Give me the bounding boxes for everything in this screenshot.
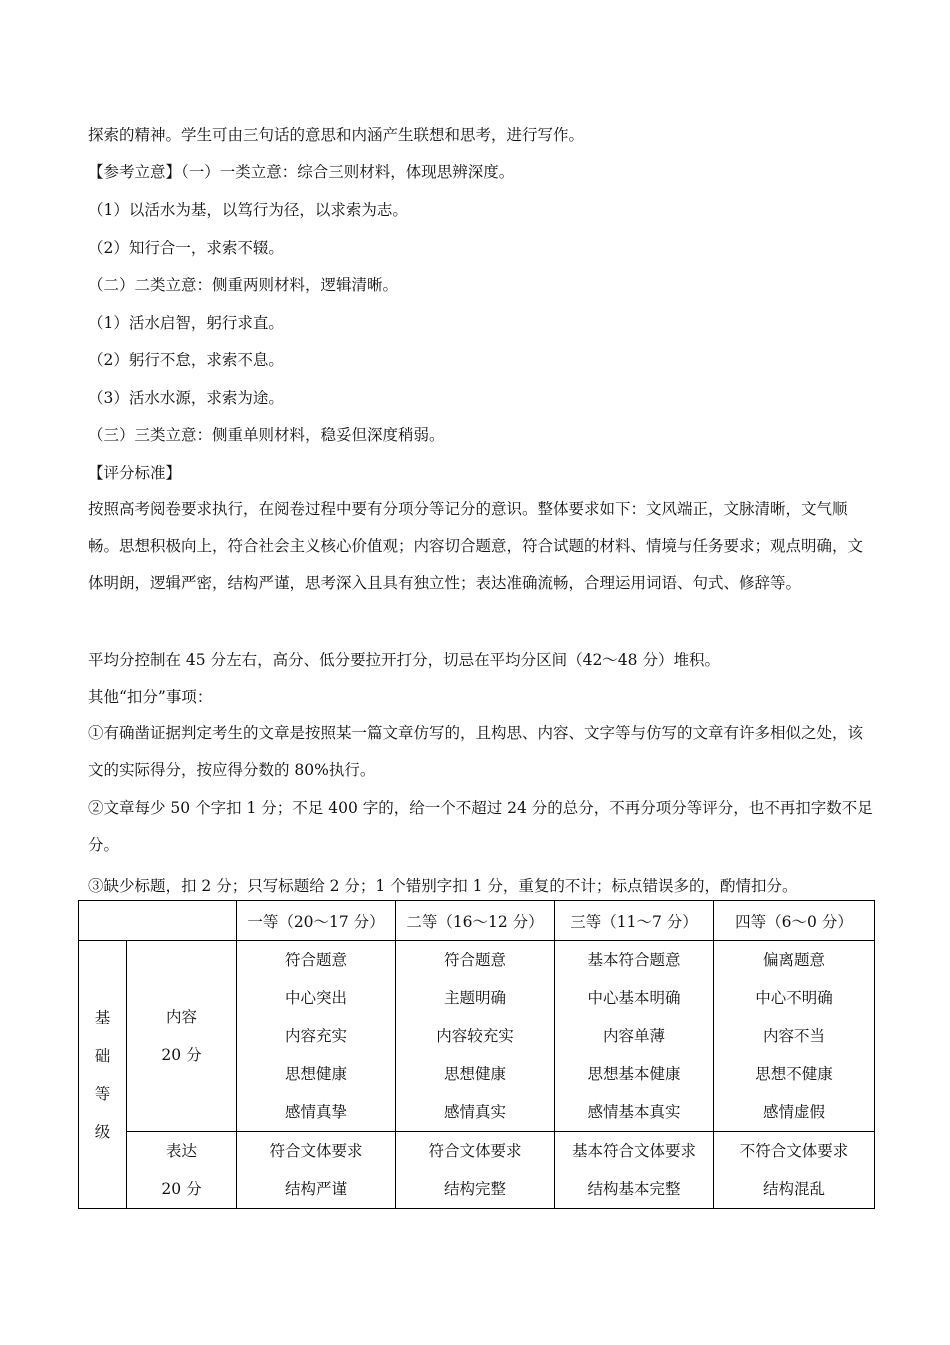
row-label-content (127, 941, 237, 1132)
criterion: 感情真实 (443, 1103, 506, 1121)
paragraph-intro: 探索的精神。学生可由三句话的意思和内涵产生联想和思考，进行写作。 (88, 126, 585, 144)
header-grade-1: 一等（20～17 分） (237, 901, 396, 941)
criterion: 符合文体要求 (428, 1142, 522, 1160)
criterion: 偏离题意 (762, 951, 825, 969)
table-header-row (79, 901, 875, 941)
row-name: 表达 (165, 1142, 197, 1160)
criterion: 内容不当 (762, 1027, 825, 1045)
criterion: 结构严谨 (284, 1180, 347, 1198)
theme-2-heading: （二）二类立意：侧重两则材料，逻辑清晰。 (88, 276, 399, 294)
criterion: 符合题意 (443, 951, 506, 969)
row-score: 20 分 (161, 1046, 202, 1064)
deduction-item-3: ③缺少标题，扣 2 分；只写标题给 2 分；1 个错别字扣 1 分，重复的不计；标点错误多的，酌情扣分。 (88, 877, 798, 895)
category-cell-basic-level (79, 941, 127, 1209)
deduction-item-1: ①有确凿证据判定考生的文章是按照某一篇文章仿写的，且构思、内容、文字等与仿写的文章有许多相似之处，该文的实际得分，按应得分数的 80%执行。 (88, 724, 864, 779)
criterion: 感情虚假 (762, 1103, 825, 1121)
header-grade-4: 四等（6～0 分） (714, 901, 875, 941)
theme-2-2: （2）躬行不怠，求索不息。 (88, 351, 284, 369)
category-char: 基 (94, 1008, 111, 1027)
criterion: 内容较充实 (436, 1027, 514, 1045)
header-grade-3: 三等（11～7 分） (555, 901, 714, 941)
criterion: 思想健康 (443, 1065, 506, 1083)
category-char: 等 (94, 1084, 111, 1103)
reference-theme-heading: 【参考立意】（一）一类立意：综合三则材料，体现思辨深度。 (88, 163, 515, 181)
criterion: 主题明确 (443, 989, 506, 1007)
criterion: 符合题意 (284, 951, 347, 969)
scoring-requirements: 按照高考阅卷要求执行，在阅卷过程中要有分项分等记分的意识。整体要求如下：文风端正，文脉清晰，文气顺畅。思想积极向上，符合社会主义核心价值观；内容切合题意，符合试题的材料、情境与任务要求；观点明确，文体明朗，逻辑严密，结构严谨，思考深入且具有独立性；表达准确流畅，合理运用词语、句式、修辞等。 (88, 500, 864, 592)
expression-grade-2-cell (396, 1132, 555, 1209)
expression-grade-1-cell (237, 1132, 396, 1209)
theme-2-3: （3）活水水源，求索为途。 (88, 389, 284, 407)
criterion: 符合文体要求 (269, 1142, 363, 1160)
criterion: 结构完整 (443, 1180, 506, 1198)
average-score-note: 平均分控制在 45 分左右，高分、低分要拉开打分，切忌在平均分区间（42～48 分）堆积。 (88, 651, 720, 669)
deduction-heading: 其他“扣分”事项： (88, 688, 213, 706)
criterion: 感情真挚 (284, 1103, 347, 1121)
criterion: 思想不健康 (755, 1065, 833, 1083)
table-row-expression (79, 1132, 875, 1209)
criterion: 结构混乱 (762, 1180, 825, 1198)
header-empty-cell (79, 901, 237, 941)
content-grade-4-cell (714, 941, 875, 1132)
theme-1-1: （1）以活水为基，以笃行为径，以求索为志。 (88, 201, 408, 219)
criterion: 中心不明确 (755, 989, 833, 1007)
criterion: 思想基本健康 (587, 1065, 681, 1083)
content-grade-2-cell (396, 941, 555, 1132)
table-row-content (79, 941, 875, 1132)
criterion: 中心突出 (284, 989, 347, 1007)
content-grade-1-cell (237, 941, 396, 1132)
criterion: 内容充实 (284, 1027, 347, 1045)
content-grade-3-cell (555, 941, 714, 1132)
criterion: 基本符合题意 (587, 951, 681, 969)
grading-table (78, 900, 875, 1209)
expression-grade-4-cell (714, 1132, 875, 1209)
row-name: 内容 (165, 1008, 197, 1026)
scoring-standard-heading: 【评分标准】 (88, 464, 182, 482)
header-grade-2: 二等（16～12 分） (396, 901, 555, 941)
expression-grade-3-cell (555, 1132, 714, 1209)
deduction-item-2: ②文章每少 50 个字扣 1 分；不足 400 字的，给一个不超过 24 分的总分，不再分项分等评分，也不再扣字数不足分。 (88, 799, 873, 854)
category-char: 级 (94, 1122, 111, 1141)
theme-2-1: （1）活水启智，躬行求直。 (88, 314, 284, 332)
criterion: 基本符合文体要求 (571, 1142, 696, 1160)
criterion: 内容单薄 (602, 1027, 665, 1045)
row-label-expression (127, 1132, 237, 1209)
theme-1-2: （2）知行合一，求索不辍。 (88, 239, 284, 257)
theme-3-heading: （三）三类立意：侧重单则材料，稳妥但深度稍弱。 (88, 426, 445, 444)
criterion: 不符合文体要求 (739, 1142, 849, 1160)
criterion: 结构基本完整 (587, 1180, 681, 1198)
category-char: 础 (94, 1046, 111, 1065)
row-score: 20 分 (161, 1180, 202, 1198)
criterion: 思想健康 (284, 1065, 347, 1083)
criterion: 中心基本明确 (587, 989, 681, 1007)
criterion: 感情基本真实 (587, 1103, 681, 1121)
